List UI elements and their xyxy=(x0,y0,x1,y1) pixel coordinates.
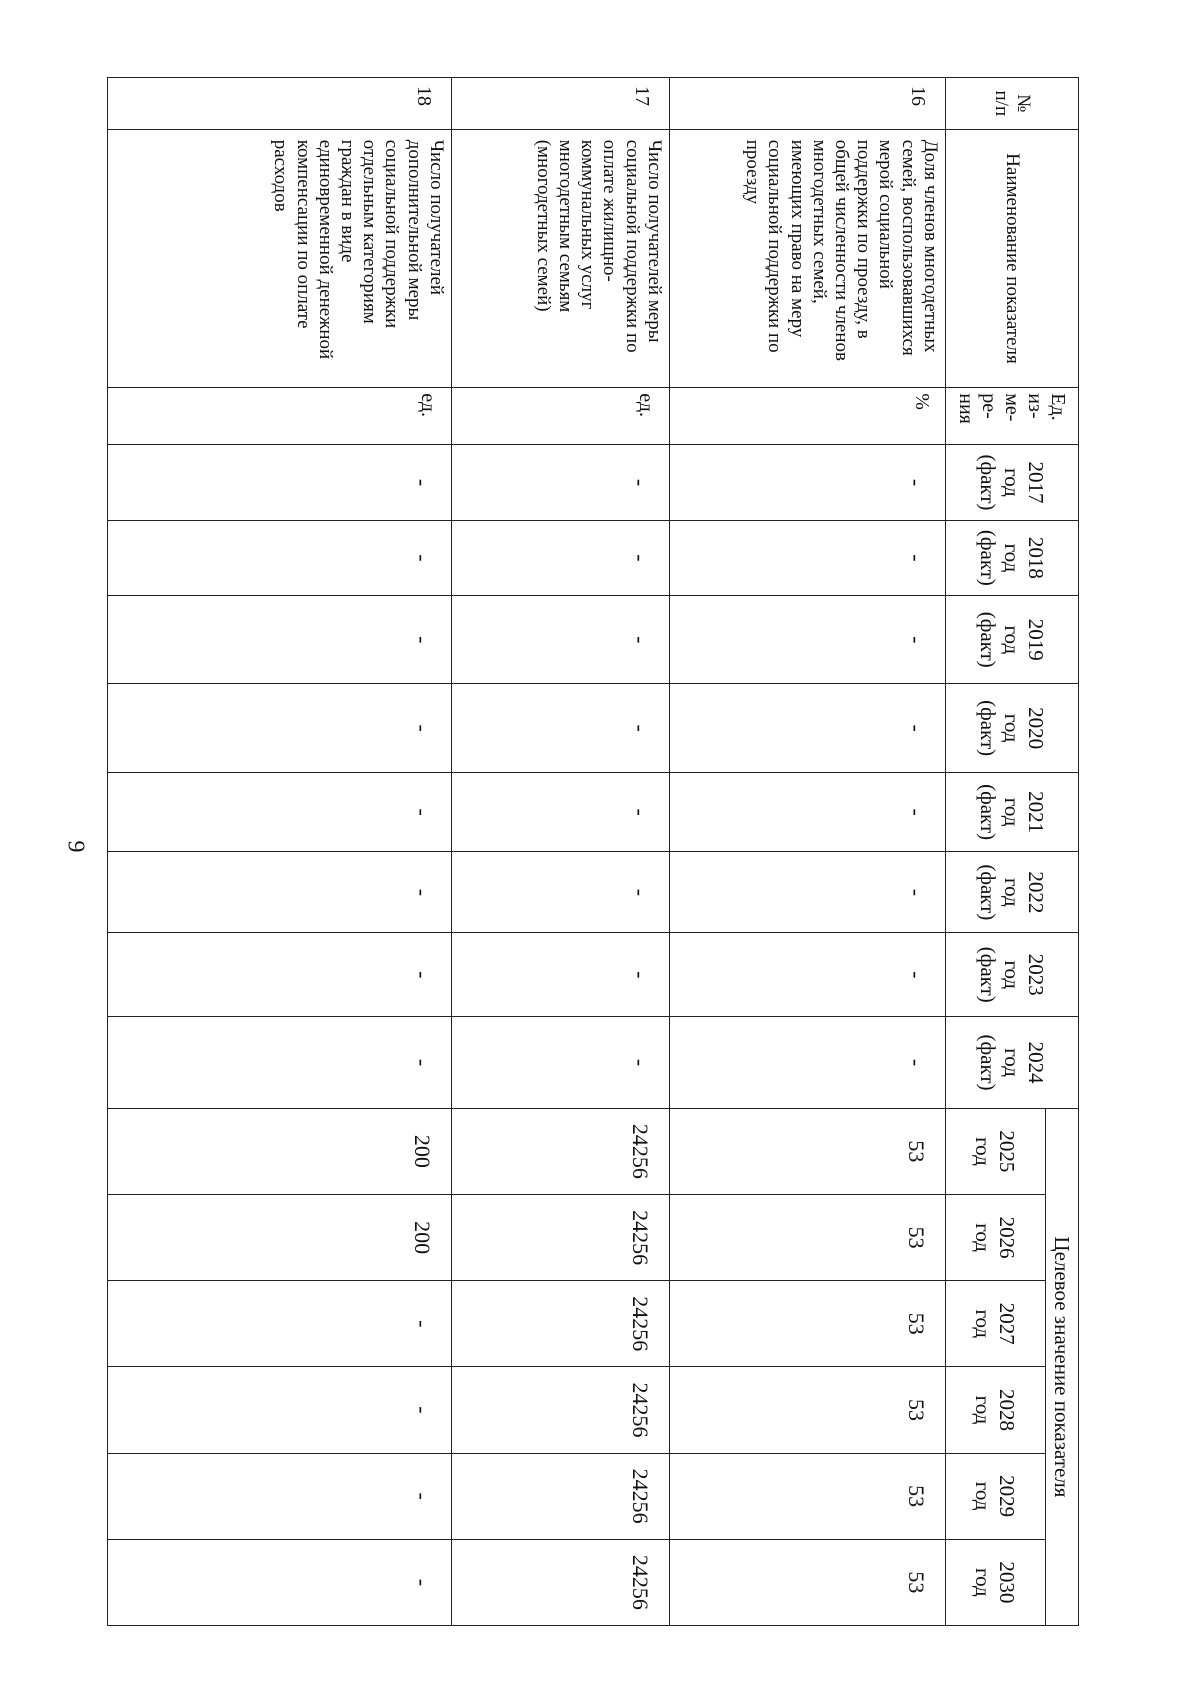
header-target-year: 2025 год xyxy=(945,1108,1045,1194)
row-fact-value: - xyxy=(451,520,669,595)
row-fact-value: - xyxy=(107,933,451,1017)
row-indicator-name: Число получателей меры социальной поддержки по оплате жилищно-коммунальных услуг многодетным семьям (многодетных семей) xyxy=(451,129,669,388)
row-unit: % xyxy=(669,388,945,445)
page-number: 9 xyxy=(62,840,89,853)
row-unit: ед. xyxy=(451,388,669,445)
row-fact-value: - xyxy=(107,1017,451,1109)
header-target-year: 2030 год xyxy=(945,1539,1045,1625)
row-fact-value: - xyxy=(451,852,669,933)
header-name: Наименование показателя xyxy=(945,129,1078,388)
row-target-value: 53 xyxy=(669,1108,945,1194)
row-fact-value: - xyxy=(669,933,945,1017)
header-fact-year: 2018 год (факт) xyxy=(945,520,1078,595)
row-index: 17 xyxy=(451,78,669,130)
row-fact-value: - xyxy=(451,933,669,1017)
header-target-year: 2029 год xyxy=(945,1453,1045,1539)
row-target-value: 24256 xyxy=(451,1539,669,1625)
row-fact-value: - xyxy=(451,596,669,684)
row-target-value: 53 xyxy=(669,1195,945,1281)
row-target-value: 200 xyxy=(107,1108,451,1194)
row-fact-value: - xyxy=(669,852,945,933)
header-fact-year: 2019 год (факт) xyxy=(945,596,1078,684)
row-target-value: 200 xyxy=(107,1195,451,1281)
row-target-value: 53 xyxy=(669,1539,945,1625)
table-row xyxy=(669,78,945,1626)
row-fact-value: - xyxy=(669,596,945,684)
header-fact-year: 2020 год (факт) xyxy=(945,684,1078,772)
row-fact-value: - xyxy=(669,684,945,772)
row-fact-value: - xyxy=(669,772,945,852)
row-fact-value: - xyxy=(107,852,451,933)
row-target-value: - xyxy=(107,1281,451,1367)
row-fact-value: - xyxy=(107,684,451,772)
table-row xyxy=(107,78,451,1626)
header-unit: Ед. из- ме- ре- ния xyxy=(945,388,1078,445)
row-fact-value: - xyxy=(451,1017,669,1109)
row-fact-value: - xyxy=(669,445,945,520)
row-fact-value: - xyxy=(107,772,451,852)
row-target-value: 24256 xyxy=(451,1108,669,1194)
row-indicator-name: Доля членов многодетных семей, воспользовавшихся мерой социальной поддержки по проезду, в общей численности членов многодетных семей, имеющих право на меру социальной поддержки по проезду xyxy=(669,129,945,388)
header-target-group: Целевое значение показателя xyxy=(1045,1108,1078,1625)
row-fact-value: - xyxy=(669,520,945,595)
row-fact-value: - xyxy=(451,772,669,852)
header-fact-year: 2024 год (факт) xyxy=(945,1017,1078,1109)
row-indicator-name: Число получателей дополнительной меры социальной поддержки отдельным категориям граждан в виде единовременной денежной компенсации по оплате расходов xyxy=(107,129,451,388)
header-fact-year: 2021 год (факт) xyxy=(945,772,1078,852)
row-target-value: 24256 xyxy=(451,1367,669,1453)
indicator-table xyxy=(107,77,1079,1626)
row-fact-value: - xyxy=(451,684,669,772)
row-fact-value: - xyxy=(107,520,451,595)
header-target-year: 2026 год xyxy=(945,1195,1045,1281)
row-index: 16 xyxy=(669,78,945,130)
row-fact-value: - xyxy=(107,596,451,684)
row-target-value: 53 xyxy=(669,1453,945,1539)
row-target-value: 24256 xyxy=(451,1195,669,1281)
header-target-year: 2028 год xyxy=(945,1367,1045,1453)
header-fact-year: 2017 год (факт) xyxy=(945,445,1078,520)
row-target-value: 24256 xyxy=(451,1453,669,1539)
row-target-value: - xyxy=(107,1453,451,1539)
row-target-value: 53 xyxy=(669,1367,945,1453)
header-fact-year: 2022 год (факт) xyxy=(945,852,1078,933)
row-fact-value: - xyxy=(451,445,669,520)
row-target-value: 53 xyxy=(669,1281,945,1367)
row-unit: ед. xyxy=(107,388,451,445)
row-fact-value: - xyxy=(669,1017,945,1109)
header-target-year: 2027 год xyxy=(945,1281,1045,1367)
row-target-value: - xyxy=(107,1367,451,1453)
row-index: 18 xyxy=(107,78,451,130)
indicator-table-sheet xyxy=(119,77,1079,1626)
table-body xyxy=(107,78,945,1626)
header-fact-year: 2023 год (факт) xyxy=(945,933,1078,1017)
row-fact-value: - xyxy=(107,445,451,520)
row-target-value: 24256 xyxy=(451,1281,669,1367)
header-index: № п/п xyxy=(945,78,1078,130)
table-row xyxy=(451,78,669,1626)
row-target-value: - xyxy=(107,1539,451,1625)
